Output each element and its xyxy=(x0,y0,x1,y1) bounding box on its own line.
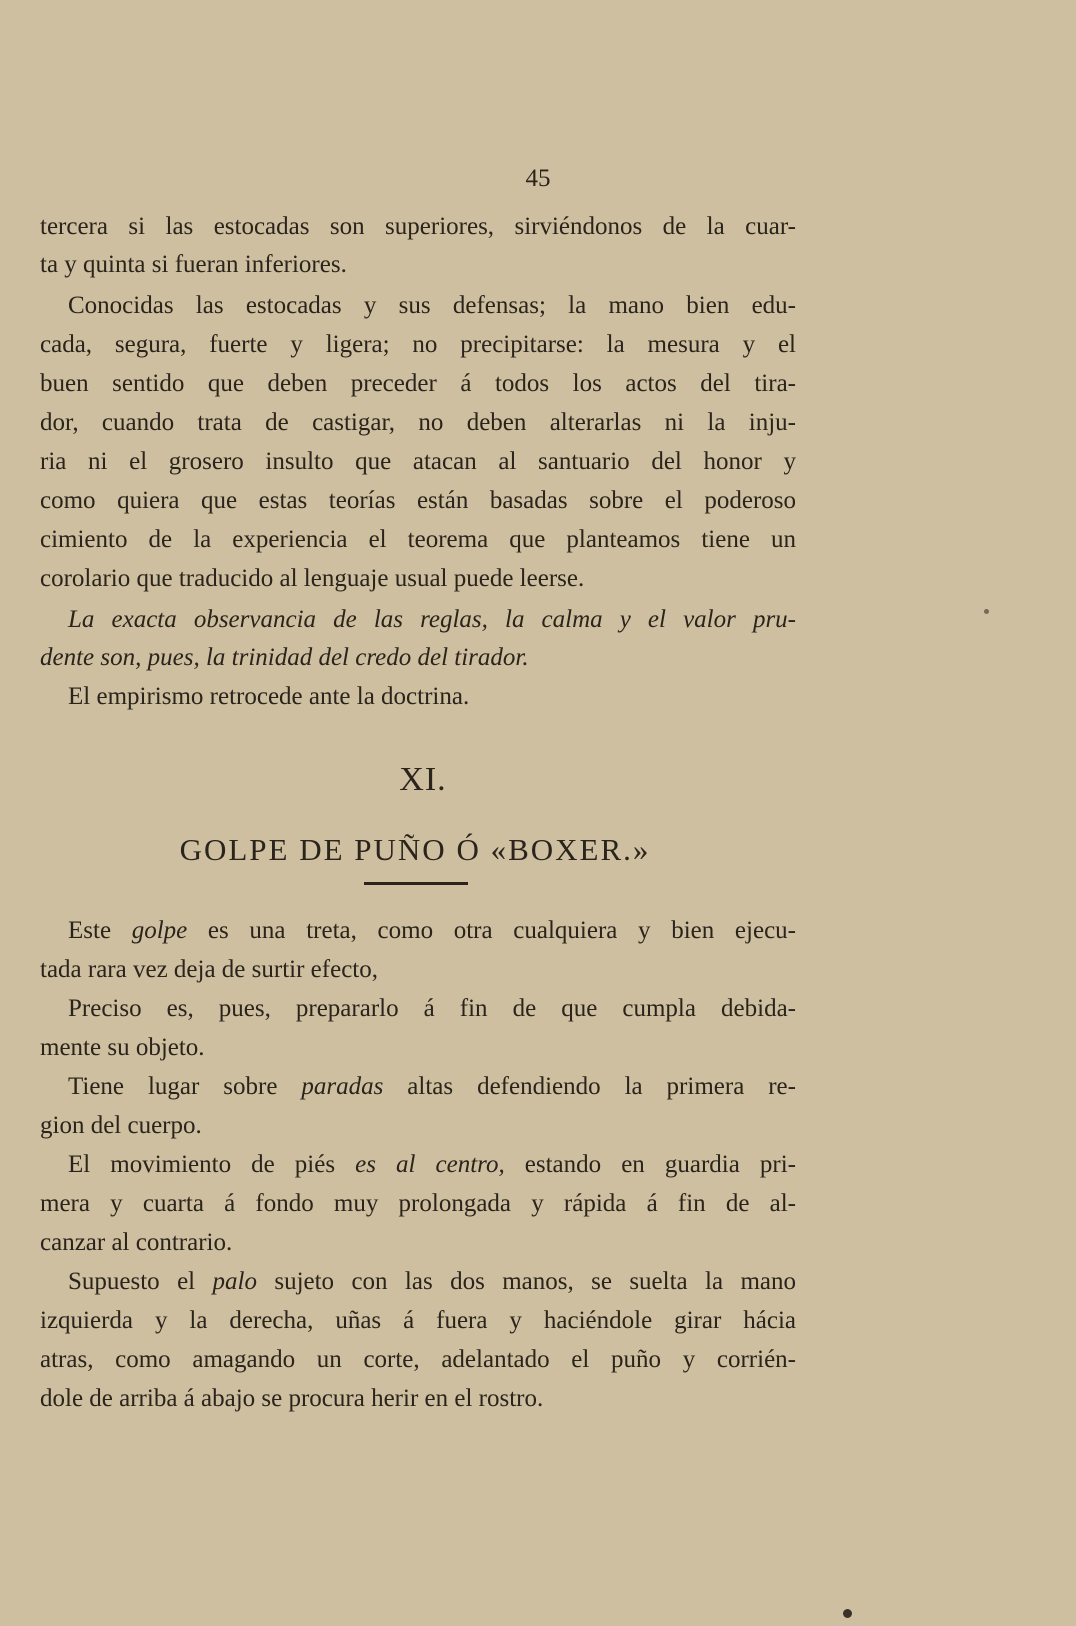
text-line: Tiene lugar sobre paradas altas defendiendo la primera re- xyxy=(68,1073,796,1100)
text-line: cada, segura, fuerte y ligera; no precipitarse: la mesura y el xyxy=(40,331,796,358)
text-line: Este golpe es una treta, como otra cualquiera y bien ejecu- xyxy=(68,917,796,944)
text-line: dor, cuando trata de castigar, no deben alterarlas ni la inju- xyxy=(40,409,796,436)
text-line: corolario que traducido al lenguaje usual puede leerse. xyxy=(40,565,585,592)
text-line: izquierda y la derecha, uñas á fuera y haciéndole girar hácia xyxy=(40,1307,796,1334)
page-number: 45 xyxy=(525,165,551,192)
italic-text: dente son, pues, la trinidad del credo del tirador. xyxy=(40,644,529,671)
italic-text: La exacta observancia de las reglas, la calma y el valor pru- xyxy=(68,606,796,633)
section-number: XI. xyxy=(399,761,447,798)
text-line: mente su objeto. xyxy=(40,1034,205,1061)
text-line: como quiera que estas teorías están basadas sobre el poderoso xyxy=(40,487,796,514)
text-line xyxy=(68,603,796,637)
italic-text: palo xyxy=(212,1268,257,1295)
text-line: gion del cuerpo. xyxy=(40,1112,202,1139)
text-line: dole de arriba á abajo se procura herir en el rostro. xyxy=(40,1385,544,1412)
italic-text: paradas xyxy=(301,1073,384,1100)
italic-text: es al centro, xyxy=(355,1151,505,1178)
italic-text: golpe xyxy=(131,917,188,944)
text-line: ria ni el grosero insulto que atacan al santuario del honor y xyxy=(40,448,796,475)
text-line: El movimiento de piés es al centro, estando en guardia pri- xyxy=(68,1151,796,1178)
text-line: tercera si las estocadas son superiores, sirviéndonos de la cuar- xyxy=(40,213,796,240)
paper-speck xyxy=(984,609,989,614)
text-line: atras, como amagando un corte, adelantado el puño y corrién- xyxy=(40,1346,796,1373)
text-line: ta y quinta si fueran inferiores. xyxy=(40,251,347,278)
text-line: Conocidas las estocadas y sus defensas; la mano bien edu- xyxy=(68,292,796,319)
paper-speck xyxy=(843,1609,852,1618)
text-line: Preciso es, pues, prepararlo á fin de que cumpla debida- xyxy=(68,995,796,1022)
title-rule xyxy=(364,882,468,885)
text-line: El empirismo retrocede ante la doctrina. xyxy=(68,683,470,710)
text-line: mera y cuarta á fondo muy prolongada y rápida á fin de al- xyxy=(40,1190,796,1217)
text-line: tada rara vez deja de surtir efecto, xyxy=(40,956,378,983)
text-line xyxy=(40,641,796,675)
text-line: canzar al contrario. xyxy=(40,1229,233,1256)
section-title: GOLPE DE PUÑO Ó «BOXER.» xyxy=(179,832,651,867)
text-line: cimiento de la experiencia el teorema que planteamos tiene un xyxy=(40,526,796,553)
text-line: Supuesto el palo sujeto con las dos manos, se suelta la mano xyxy=(68,1268,796,1295)
text-line: buen sentido que deben preceder á todos los actos del tira- xyxy=(40,370,796,397)
